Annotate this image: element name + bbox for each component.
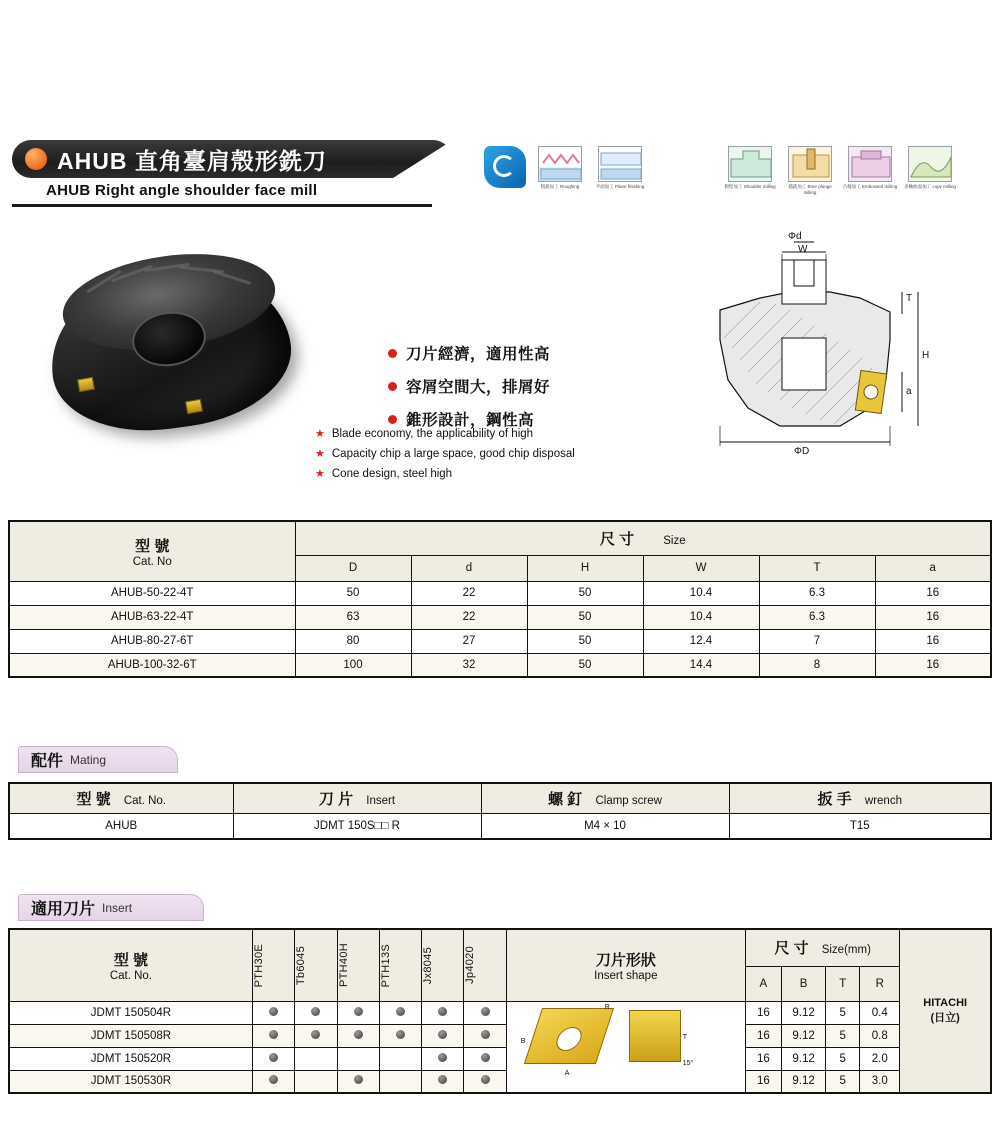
- mating-cell-screw: M4 × 10: [481, 813, 729, 839]
- insert-header-grade-4: Jx8045: [422, 929, 464, 1001]
- diagram-label-D: ΦD: [794, 446, 810, 457]
- cell-a: 16: [875, 581, 991, 605]
- mating-tab-en: Mating: [70, 752, 107, 767]
- insert-table: [8, 928, 992, 1094]
- cell-T: 6.3: [759, 581, 875, 605]
- insert-grade-mark: [295, 1070, 337, 1093]
- insert-cell-R: 3.0: [860, 1070, 900, 1093]
- insert-grade-mark: [379, 1047, 421, 1070]
- insert-top-view: [524, 1008, 614, 1064]
- cell-W: 12.4: [643, 629, 759, 653]
- feature-item: 刀片經濟，適用性高: [388, 342, 688, 364]
- insert-brand-cell: [900, 929, 991, 1093]
- insert-grade-mark: [295, 1047, 337, 1070]
- insert-grade-mark: [379, 1024, 421, 1047]
- roughing-icon: [538, 146, 582, 189]
- insert-grade-mark: [464, 1047, 506, 1070]
- cell-d: 27: [411, 629, 527, 653]
- cell-a: 16: [875, 629, 991, 653]
- cell-D: 63: [295, 605, 411, 629]
- insert-grade-mark: [379, 1070, 421, 1093]
- page-title-cn: AHUB 直角臺肩殼形銑刀: [57, 147, 327, 174]
- insert-cell-R: 0.4: [860, 1001, 900, 1024]
- insert-header-grade-5: Jp4020: [464, 929, 506, 1001]
- title-banner: [12, 140, 452, 178]
- grade-dot-icon: [396, 1007, 405, 1016]
- insert-cell-B: 9.12: [781, 1070, 825, 1093]
- size-table-group-header: 尺 寸 Size: [295, 521, 991, 555]
- col-header-D: D: [295, 555, 411, 581]
- shape-dim-A: A: [564, 1069, 570, 1077]
- grade-dot-icon: [481, 1030, 490, 1039]
- shape-dim-T: T: [682, 1033, 688, 1041]
- insert-on-tool: [77, 377, 95, 393]
- insert-grade-mark: [422, 1024, 464, 1047]
- table-header-row: [9, 783, 991, 813]
- feature-item: ★ Capacity chip a large space, good chip disposal: [315, 448, 575, 460]
- grade-dot-icon: [438, 1007, 447, 1016]
- grade-dot-icon: [269, 1075, 278, 1084]
- plane-finishing-icon: [595, 146, 645, 189]
- insert-cell-T: 5: [826, 1070, 860, 1093]
- cell-H: 50: [527, 629, 643, 653]
- cell-D: 100: [295, 653, 411, 677]
- mating-header-screw: 螺 釘 Clamp screw: [481, 783, 729, 813]
- mating-header-cat: 型 號 Cat. No.: [9, 783, 233, 813]
- bullet-dot-icon: [388, 415, 397, 424]
- insert-grade-mark: [252, 1070, 294, 1093]
- table-row: [9, 1070, 991, 1093]
- table-header-row: [9, 521, 991, 555]
- cell-T: 6.3: [759, 605, 875, 629]
- insert-header-grade-0: PTH30E: [252, 929, 294, 1001]
- insert-cell-R: 0.8: [860, 1024, 900, 1047]
- grade-dot-icon: [354, 1075, 363, 1084]
- feature-item: ★ Blade economy, the applicability of high: [315, 428, 534, 440]
- dimension-diagram-svg: [690, 230, 980, 480]
- dimension-diagram: [690, 230, 980, 480]
- insert-header-shape: 刀片形狀 Insert shape: [506, 929, 745, 1001]
- insert-grade-mark: [422, 1001, 464, 1024]
- grade-dot-icon: [269, 1007, 278, 1016]
- copy-milling-icon: [904, 146, 956, 189]
- grade-dot-icon: [269, 1053, 278, 1062]
- insert-grade-mark: [252, 1047, 294, 1070]
- insert-cell-B: 9.12: [781, 1024, 825, 1047]
- col-header-T: T: [759, 555, 875, 581]
- cell-T: 7: [759, 629, 875, 653]
- insert-grade-mark: [422, 1070, 464, 1093]
- insert-cell-A: 16: [745, 1047, 781, 1070]
- insert-col-B: B: [781, 966, 825, 1001]
- cell-T: 8: [759, 653, 875, 677]
- shape-dim-B: B: [520, 1037, 526, 1045]
- table-row: [9, 1024, 991, 1047]
- insert-header-grade-3: PTH13S: [379, 929, 421, 1001]
- orange-dot-icon: [25, 148, 47, 170]
- cell-d: 22: [411, 605, 527, 629]
- cell-d: 22: [411, 581, 527, 605]
- insert-grade-mark: [337, 1047, 379, 1070]
- insert-cell-cat: JDMT 150520R: [9, 1047, 252, 1070]
- cell-H: 50: [527, 605, 643, 629]
- grade-dot-icon: [269, 1030, 278, 1039]
- insert-cell-T: 5: [826, 1024, 860, 1047]
- insert-grade-mark: [379, 1001, 421, 1024]
- insert-col-A: A: [745, 966, 781, 1001]
- insert-cell-A: 16: [745, 1070, 781, 1093]
- cell-cat-no: AHUB-50-22-4T: [9, 581, 295, 605]
- mating-tab-cn: 配件: [31, 753, 64, 770]
- table-row: [9, 813, 991, 839]
- shoulder-milling-icon-caption: 側壁加工 Shoulder milling: [724, 184, 776, 189]
- insert-tab-en: Insert: [102, 900, 133, 915]
- star-icon: ★: [315, 428, 325, 440]
- insert-cell-cat: JDMT 150504R: [9, 1001, 252, 1024]
- shape-dim-R: R: [604, 1003, 610, 1011]
- feature-item: 錐形設計，鋼性高: [388, 408, 688, 430]
- size-table-cat-header: 型 號 Cat. No: [9, 521, 295, 581]
- insert-cell-T: 5: [826, 1047, 860, 1070]
- col-header-a: a: [875, 555, 991, 581]
- plane-finishing-icon-caption: 平面加工 Plane finishing: [595, 184, 645, 189]
- feature-list-cn: [388, 342, 688, 441]
- insert-cell-B: 9.12: [781, 1001, 825, 1024]
- product-photo: [40, 250, 310, 450]
- cell-a: 16: [875, 605, 991, 629]
- table-row: [9, 605, 991, 629]
- insert-grade-mark: [464, 1001, 506, 1024]
- mating-cell-insert: JDMT 150S□□ R: [233, 813, 481, 839]
- feature-list-en: [315, 428, 695, 488]
- insert-on-tool: [185, 399, 203, 415]
- diagram-label-a: a: [906, 386, 912, 397]
- page-header: [0, 140, 1000, 220]
- insert-grade-mark: [337, 1070, 379, 1093]
- grade-dot-icon: [311, 1007, 320, 1016]
- bullet-dot-icon: [388, 349, 397, 358]
- insert-col-T: T: [826, 966, 860, 1001]
- insert-cell-B: 9.12: [781, 1047, 825, 1070]
- feature-item: 容屑空間大，排屑好: [388, 375, 688, 397]
- insert-grade-mark: [295, 1024, 337, 1047]
- brand-line-2: (日立): [930, 1012, 960, 1024]
- blue-swoosh-icon: [484, 146, 526, 188]
- size-table: [8, 520, 992, 678]
- grade-dot-icon: [438, 1075, 447, 1084]
- insert-cell-A: 16: [745, 1024, 781, 1047]
- shoulder-milling-icon: [724, 146, 776, 189]
- star-icon: ★: [315, 468, 325, 480]
- insert-cell-A: 16: [745, 1001, 781, 1024]
- cell-W: 10.4: [643, 605, 759, 629]
- grade-dot-icon: [311, 1030, 320, 1039]
- insert-grade-mark: [422, 1047, 464, 1070]
- mating-table: [8, 782, 992, 840]
- insert-grade-mark: [252, 1001, 294, 1024]
- insert-header-size-group: 尺 寸 Size(mm): [745, 929, 899, 966]
- grade-dot-icon: [438, 1053, 447, 1062]
- shape-dim-angle: 15°: [682, 1059, 694, 1067]
- cell-cat-no: AHUB-63-22-4T: [9, 605, 295, 629]
- grade-dot-icon: [354, 1007, 363, 1016]
- insert-shape-drawing: [506, 1001, 745, 1093]
- grade-dot-icon: [481, 1053, 490, 1062]
- col-header-W: W: [643, 555, 759, 581]
- col-header-d: d: [411, 555, 527, 581]
- cell-cat-no: AHUB-100-32-6T: [9, 653, 295, 677]
- embossed-milling-icon: [842, 146, 898, 189]
- insert-cell-R: 2.0: [860, 1047, 900, 1070]
- table-row: [9, 1001, 991, 1024]
- cell-H: 50: [527, 653, 643, 677]
- insert-col-R: R: [860, 966, 900, 1001]
- insert-grade-mark: [252, 1024, 294, 1047]
- title-underline: [12, 204, 432, 207]
- copy-milling-icon-caption: 多軸曲面加工 copy milling: [904, 184, 956, 189]
- mating-cell-cat: AHUB: [9, 813, 233, 839]
- insert-grade-mark: [464, 1070, 506, 1093]
- diagram-label-d: Φd: [788, 231, 802, 242]
- table-header-row: [9, 929, 991, 966]
- cell-W: 14.4: [643, 653, 759, 677]
- insert-grade-mark: [337, 1001, 379, 1024]
- cell-cat-no: AHUB-80-27-6T: [9, 629, 295, 653]
- col-header-H: H: [527, 555, 643, 581]
- grade-dot-icon: [354, 1030, 363, 1039]
- insert-grade-mark: [337, 1024, 379, 1047]
- insert-header-grade-1: Tb6045: [295, 929, 337, 1001]
- mating-header-insert: 刀 片 Insert: [233, 783, 481, 813]
- insert-grade-mark: [295, 1001, 337, 1024]
- bore-plunge-milling-icon-caption: 插銑加工 Bore plunge milling: [788, 184, 832, 195]
- star-icon: ★: [315, 448, 325, 460]
- mating-cell-wrench: T15: [729, 813, 991, 839]
- cell-d: 32: [411, 653, 527, 677]
- table-row: [9, 653, 991, 677]
- bullet-dot-icon: [388, 382, 397, 391]
- diagram-label-H: H: [922, 350, 930, 361]
- insert-side-view: [629, 1010, 681, 1062]
- embossed-milling-icon-caption: 凸緣加工 Embossed milling: [842, 184, 898, 189]
- diagram-label-T: T: [906, 293, 913, 304]
- cell-D: 80: [295, 629, 411, 653]
- diagram-label-W: W: [798, 244, 808, 255]
- grade-dot-icon: [396, 1030, 405, 1039]
- brand-line-1: HITACHI: [923, 997, 968, 1010]
- table-row: [9, 1047, 991, 1070]
- mating-section-tab: [18, 746, 178, 773]
- insert-header-cat: 型 號 Cat. No.: [9, 929, 252, 1001]
- insert-header-grade-2: PTH40H: [337, 929, 379, 1001]
- insert-cell-T: 5: [826, 1001, 860, 1024]
- bore-plunge-milling-icon: [788, 146, 832, 195]
- cell-D: 50: [295, 581, 411, 605]
- page-title-en: AHUB Right angle shoulder face mill: [46, 182, 318, 199]
- cell-W: 10.4: [643, 581, 759, 605]
- insert-tab-cn: 適用刀片: [31, 901, 96, 918]
- insert-section-tab: [18, 894, 204, 921]
- grade-dot-icon: [481, 1075, 490, 1084]
- insert-grade-mark: [464, 1024, 506, 1047]
- grade-dot-icon: [438, 1030, 447, 1039]
- insert-cell-cat: JDMT 150508R: [9, 1024, 252, 1047]
- table-row: [9, 629, 991, 653]
- feature-item: ★ Cone design, steel high: [315, 468, 453, 480]
- mating-header-wrench: 扳 手 wrench: [729, 783, 991, 813]
- cell-H: 50: [527, 581, 643, 605]
- insert-cell-cat: JDMT 150530R: [9, 1070, 252, 1093]
- table-row: [9, 581, 991, 605]
- cell-a: 16: [875, 653, 991, 677]
- roughing-icon-caption: 粗銑加工 Roughing: [540, 184, 580, 189]
- grade-dot-icon: [481, 1007, 490, 1016]
